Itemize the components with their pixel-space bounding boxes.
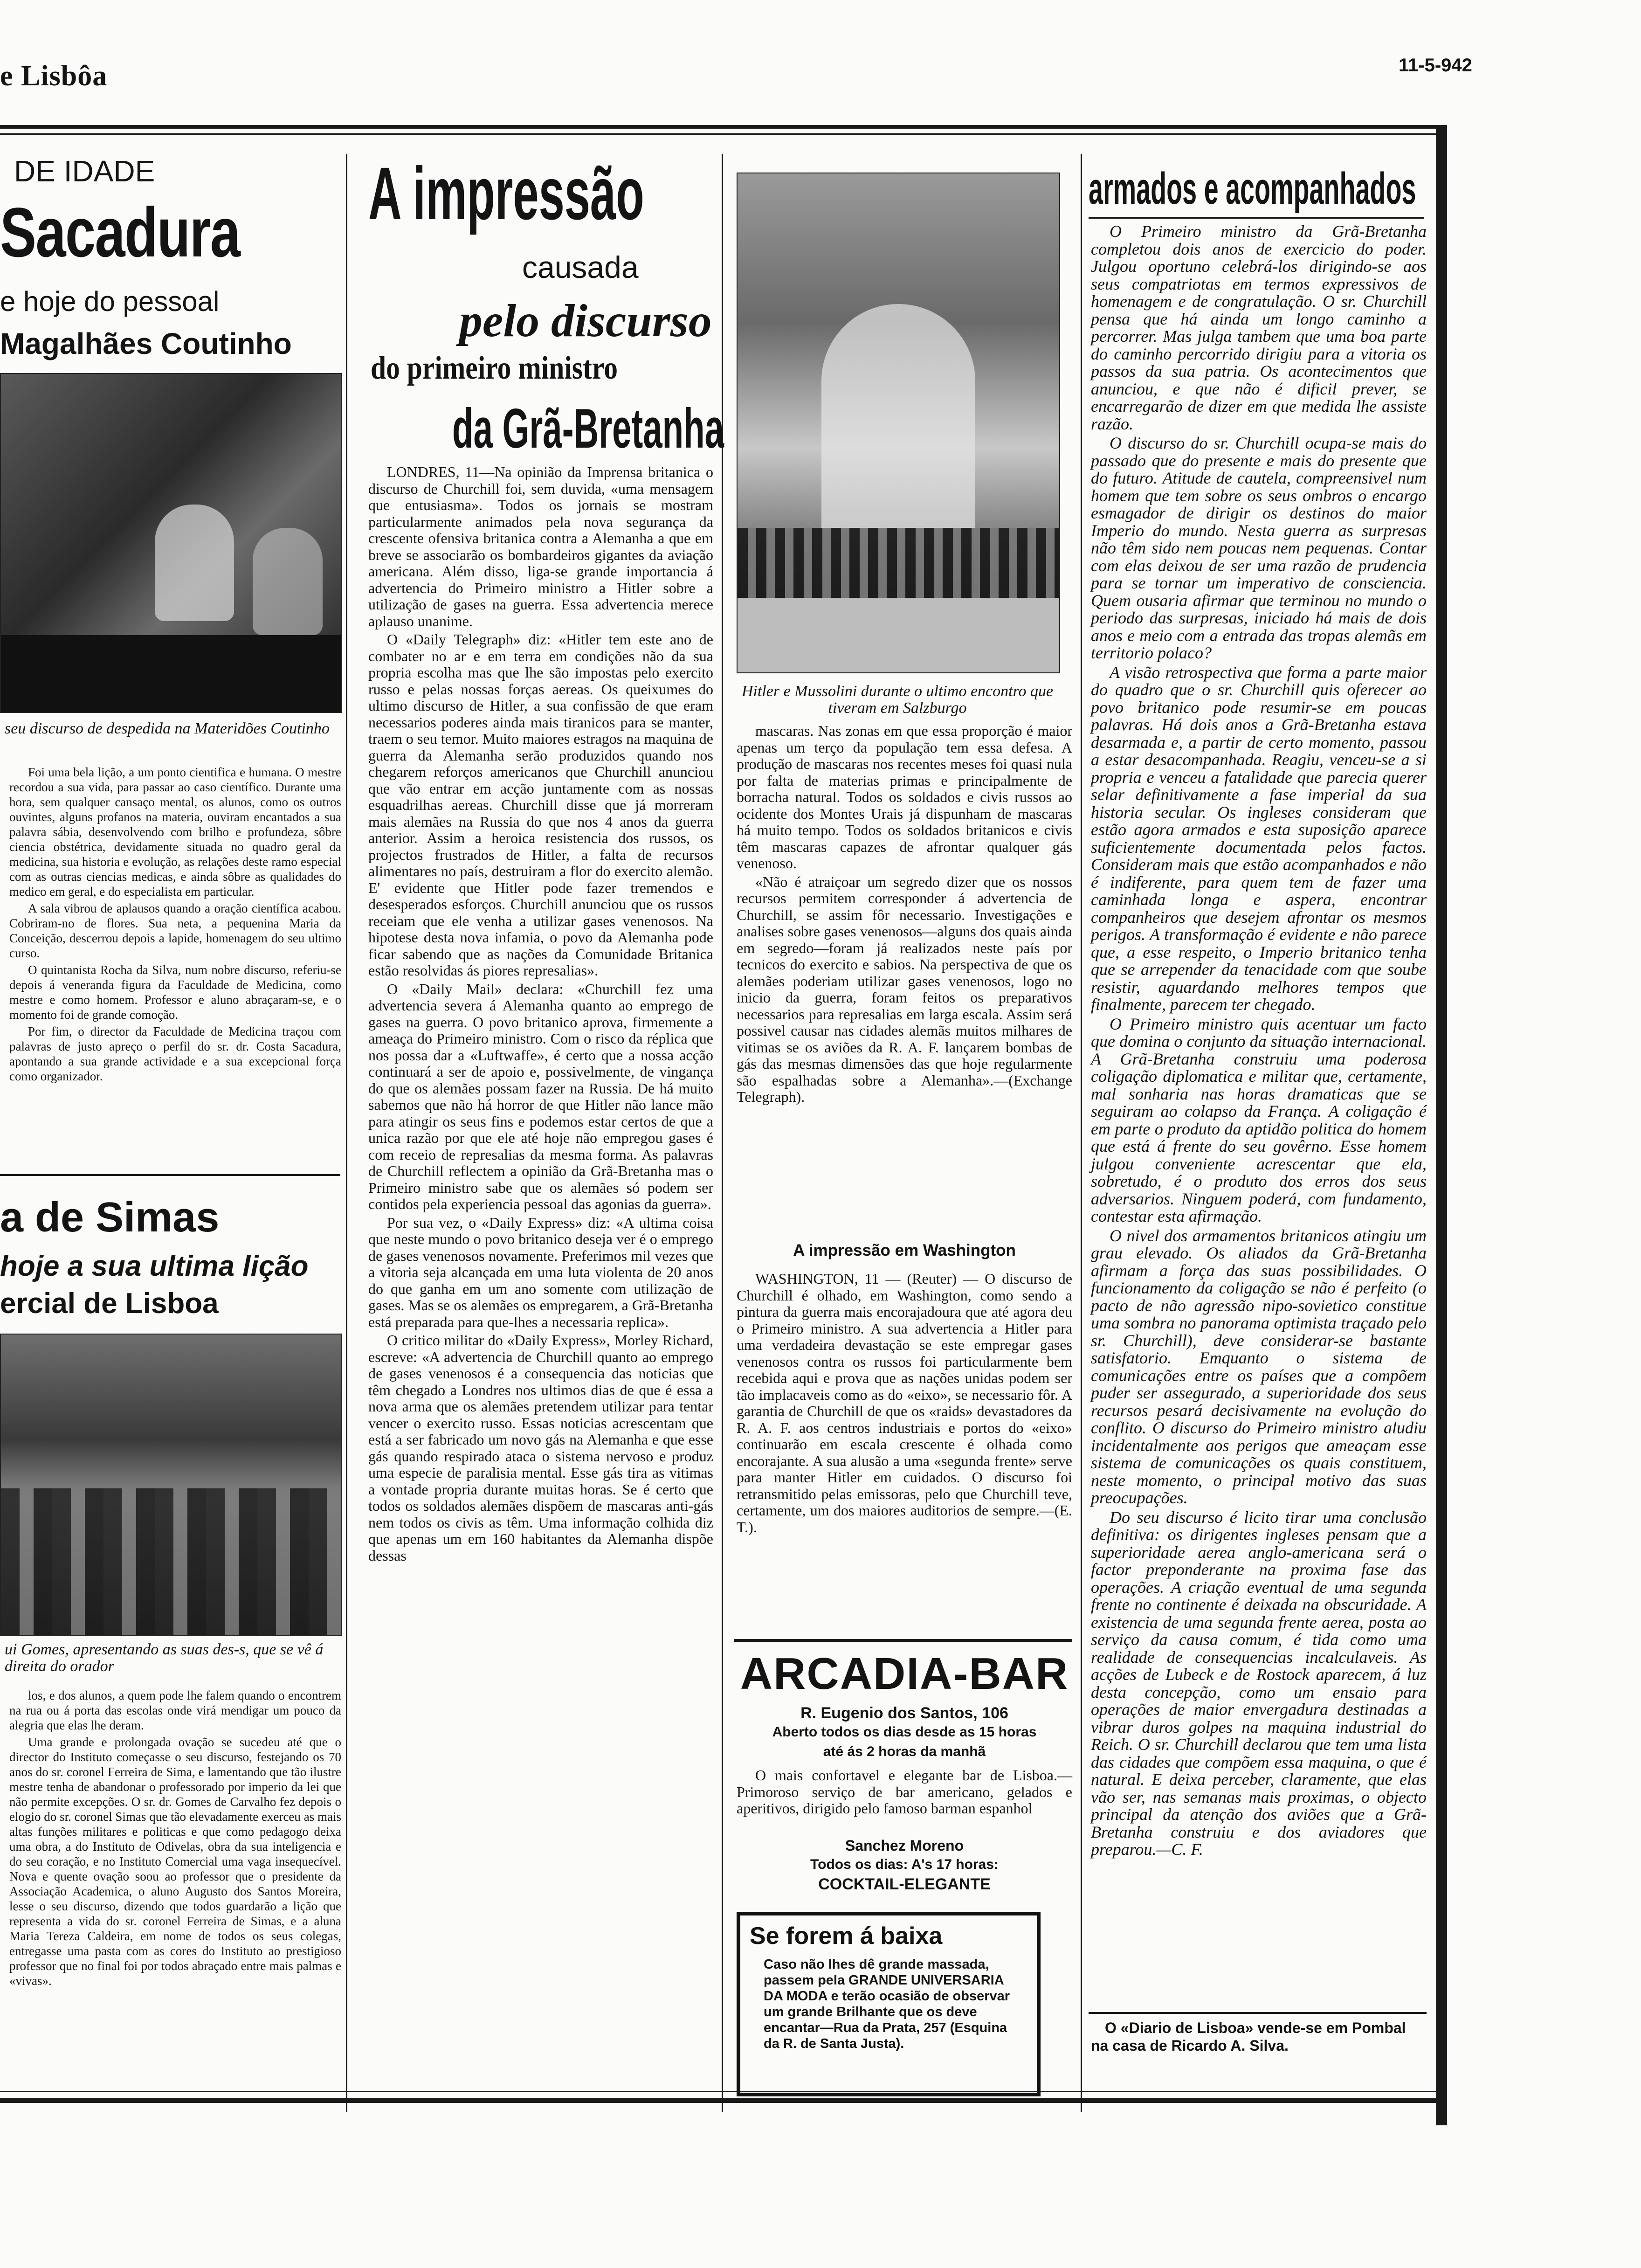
left-subhead-4: ercial de Lisboa bbox=[0, 1287, 219, 1320]
photo-hitler-mussolini bbox=[737, 173, 1060, 673]
ad-arcadia-hours-1: Aberto todos os dias desde as 15 horas bbox=[772, 1724, 1037, 1740]
center-paragraph: LONDRES, 11—Na opinião da Imprensa britanica o discurso de Churchill foi, sem duvida, «uma mensagem que entusiasma». Todos os jornais se mostram particularmente animados pela nova segurança da crescente ofensiva britanica contra a Alemanha a que em breve se associarão os bombardeiros gigantes da aviação americana. Além disso, liga-se grande importancia á advertencia do Primeiro ministro a Hitler sobre a utilização de gases na guerra. Essa advertencia merece aplauso unanime. bbox=[368, 463, 713, 629]
center-paragraph: Por sua vez, o «Daily Express» diz: «A ultima coisa que neste mundo o povo britanico deseja ver é o emprego de gases venenosos novamente. Preferimos mil vezes que a vitoria seja alcançada em uma luta violenta de 20 anos do que ganha em um ano somente com utilização de gases. Mas se os alemães os empregarem, a Grã-Bretanha está preparada para que-lhes a necessaria replica». bbox=[368, 1214, 713, 1330]
masthead-rule-thick bbox=[0, 125, 1445, 129]
ad-baixa-body: Caso não lhes dê grande massada, passem pela GRANDE UNIVERSARIA DA MODA e terão ocasião de observar um grande Brilhante que os deve encantar—Rua da Prata, 257 (Esquina da R. de Santa Justa). bbox=[764, 1957, 1010, 2051]
footer-rule-thin bbox=[0, 2091, 1445, 2092]
column-divider-3 bbox=[1081, 154, 1082, 2112]
photo-figure-1 bbox=[155, 505, 234, 621]
right-paragraph: A visão retrospectiva que forma a parte maior do quadro que o sr. Churchill quis oferecer ao povo britanico pode resumir-se em poucas palavras. Há dois anos a Grã-Bretanha estava desarmada e, a partir de certo momento, passou a estar desacompanhada. Reagiu, venceu-se a si propria e venceu a fatalidade que parecia querer selar definitivamente a fase imperial da sua historia secular. Os ingleses consideram que estão agora armados e esta suposição aparece suficientemente documentada pelos factos. Consideram mais que estão acompanhados e não é indiferente, para quem tem de fazer uma caminhada longa e aspera, encontrar companheiros que desejem afrontar os mesmos perigos. A transformação é evidente e não parece que, a esse respeito, o Imperio britanico tenha que se arrepender da tenacidade com que soube resistir, aguardando melhores tempos que finalmente, parecem ter chegado. bbox=[1091, 663, 1427, 1014]
photo-sacadura-caption: seu discurso de despedida na Materidões Coutinho bbox=[5, 720, 330, 737]
right-paragraph: O discurso do sr. Churchill ocupa-se mais do passado que do presente e mais do presente que do futuro. Atitude de cautela, compreensivel num homem que tem sobre os seus ombros o encargo esmagador de dirigir os destinos do maior Imperio do mundo. Nesta guerra as surpresas não têm sido nem poucas nem pequenas. Contar com elas deixou de ser uma razão de prudencia para se tornar um imperativo de consciencia. Quem ousaria afirmar que terminou no mundo o periodo das surpresas, iniciado há mais de dois anos e meio com a entrada das tropas alemãs em territorio polaco? bbox=[1091, 434, 1427, 662]
ad-arcadia-daily: Todos os dias: A's 17 horas: bbox=[810, 1857, 999, 1872]
ad-rule-top bbox=[734, 1639, 1072, 1642]
left-paragraph: A sala vibrou de aplausos quando a oração científica acabou. Cobriram-no de flores. Sua neta, a pequenina Maria da Conceição, descerrou depois a lapide, homenagem do seu ultimo curso. bbox=[9, 901, 341, 960]
center-paragraph: O «Daily Telegraph» diz: «Hitler tem este ano de combater no ar e em terra em condições não da sua propria escolha mas que lhe são impostas pelo exercito russo e pelas nossas forças aereas. Os queixumes do ultimo discurso de Hitler, a sua confissão de que eram necessarios poderes ainda mais tiranicos para se manter, traem o seu temor. Muito maiores estragos na maquina de guerra da Alemanha serão produzidos quando nos chegarem reforços americanos que Churchill anunciou que vão entrar em acção juntamente com as nossas esquadrilhas aereas. Churchill disse que já morreram mais alemães na Russia do que nos 4 anos da guerra anterior. Assim a heroica resistencia dos russos, os projectos frustrados de Hitler, a falta de recursos alimentares no país, destruiram a flor do exercito alemão. E' evidente que Hitler pode fazer tremendos e desesperados esforços. Churchill anunciou que os russos receiam que ele venha a utilizar gases venenosos. Na hipotese desta nova infamia, o povo da Alemanha pode ficar sabendo que as nações da Comunidade Britanica estão resolvidas ás piores represalias». bbox=[368, 631, 713, 979]
center-headline-5: da Grã-Bretanha bbox=[452, 397, 724, 460]
right-headline: armados e acompanhados bbox=[1089, 164, 1416, 214]
left-section-rule bbox=[0, 1174, 340, 1176]
photo-table bbox=[1, 635, 341, 712]
right-paragraph: O Primeiro ministro quis acentuar um facto que domina o conjunto da situação internacional. A Grã-Bretanha construiu uma poderosa coligação diplomatica e militar que, certamente, mal sonharia nas horas dramaticas que se seguiram ao colapso da França. A coligação é em parte o produto da aptidão politica do homem que está á frente do seu govêrno. Esse homem julgou conveniente acrescentar que ela, sobretudo, é o produto dos erros dos seus adversarios. Ninguem poderá, com fundamento, contestar esta afirmação. bbox=[1091, 1014, 1427, 1225]
washington-body bbox=[737, 1271, 1072, 1537]
left-article-body-2 bbox=[9, 1688, 341, 1990]
photo-crowd bbox=[1, 1488, 341, 1635]
ad-arcadia-barman: Sanchez Moreno bbox=[845, 1837, 964, 1854]
center-paragraph: mascaras. Nas zonas em que essa proporção é maior apenas um terço da população tem essa defesa. A produção de mascaras nos recentes meses foi quasi nula por falta de materias primas e principalmente de borracha natural. Todos os soldados e civis russos ao ocidente dos Montes Urais já dispunham de mascaras há muito tempo. Todos os soldados britanicos e civis têm mascaras capazes de afrontar qualquer gás venenoso. bbox=[737, 722, 1072, 871]
left-article-body bbox=[9, 765, 341, 1086]
center-column-1 bbox=[368, 464, 713, 1566]
photo-arch bbox=[821, 304, 975, 528]
left-headline: Sacadura bbox=[0, 193, 240, 271]
left-paragraph: los, e dos alunos, a quem pode lhe falem quando o encontrem na rua ou á porta das escolas onde virá mendigar um pouco da alegria que elas lhe deram. bbox=[9, 1688, 341, 1732]
right-paragraph: O nivel dos armamentos britanicos atingiu um grau elevado. Os aliados da Grã-Bretanha afirmam a força das suas possibilidades. O funcionamento da coligação se não é perfeito (o pacto de não agressão nipo-sovietico constitue uma sombra no panorama optimista traçado pelo sr. Churchill), deve considerar-se bastante satisfatorio. Emquanto o sistema de comunicações entre os países que a compõem puder ser assegurado, a superioridade dos seus recursos pesará decisivamente na evolução do conflito. O discurso do Primeiro ministro aludiu incidentalmente aos perigos que ameaçam esse sistema de comunicações os quais constituem, neste momento, o principal motivo das suas preocupações. bbox=[1091, 1226, 1427, 1507]
center-paragraph: O «Daily Mail» declara: «Churchill fez uma advertencia severa á Alemanha quanto ao emprego de gases na guerra. O povo britanico aprova, firmemente a ameaça do Primeiro ministro. Com o risco da réplica que nos possa dar a «Luftwaffe», é certo que a nossa acção continuará a ser de apoio e, possivelmente, de vingança do que os alemães possam fazer na Russia. De há muito sabemos que não há horror de que Hitler não lance mão para atingir os seus fins e podemos estar certos de que a unica razão por que ele até hoje não empregou gases é com receio de represalias da mesma forma. As palavras de Churchill reflectem a opinião da Grã-Bretanha mas o Primeiro ministro sabe que os alemães só podem ser contidos pela experiencia pessoal das agonias da guerra». bbox=[368, 980, 713, 1212]
left-kicker: DE IDADE bbox=[14, 154, 155, 188]
photo-simas bbox=[0, 1334, 342, 1636]
right-notice-rule bbox=[1089, 2012, 1427, 2014]
right-paragraph: O Primeiro ministro da Grã-Bretanha completou dois anos de exercicio do poder. Julgou oportuno celebrá-los dirigindo-se aos seus compatriotas em termos expressivos de homenagem e de congratulação. O sr. Churchill pensa que há ainda um longo caminho a percorrer. Mas julga tambem que uma boa parte do caminho percorrido dirigiu para a vitoria os passos da sua patria. Os acontecimentos que anunciou, e que não é dificil prever, se encarregarão de dizer em que medida lhe assiste razão. bbox=[1091, 222, 1427, 433]
footer-rule-thick bbox=[0, 2098, 1445, 2103]
ad-arcadia-cocktail: COCKTAIL-ELEGANTE bbox=[818, 1875, 991, 1893]
photo-floor bbox=[738, 598, 1059, 672]
right-edge-bar bbox=[1436, 125, 1447, 2125]
center-headline-4: do primeiro ministro bbox=[371, 350, 618, 386]
masthead-date: 11-5-942 bbox=[1399, 55, 1472, 76]
left-subhead-3: hoje a sua ultima lição bbox=[0, 1250, 309, 1282]
photo-sacadura bbox=[0, 373, 342, 713]
ad-arcadia-title: ARCADIA-BAR bbox=[740, 1649, 1069, 1699]
left-paragraph: O quintanista Rocha da Silva, num nobre discurso, referiu-se depois á veneranda figura da Faculdade de Medicina, como mestre e como homem. Professor e aluno abraçaram-se, e o momento foi de grande comoção. bbox=[9, 963, 341, 1022]
masthead-rule-thin bbox=[0, 133, 1445, 135]
center-paragraph: «Não é atraiçoar um segredo dizer que os nossos recursos permitem corresponder á advertencia de Churchill, se assim fôr necessario. Investigações e analises sobre gases venenosos—alguns dos quais ainda em segredo—foram já realizados neste país por tecnicos do exercito e sabios. Na perspectiva de que os alemães poderiam utilizar gases venenosos, logo no inicio da guerra, foram feitos os preparativos necessarios para represalias em larga escala. Assim será possivel causar nas cidades alemãs muitos milhares de vitimas se os aviões da R. A. F. lançarem bombas de gás das mesmas dimensões das que hoje regularmente são espalhadas sobre a Alemanha».—(Exchange Telegraph). bbox=[737, 873, 1072, 1105]
ad-arcadia-address: R. Eugenio dos Santos, 106 bbox=[800, 1704, 1008, 1722]
photo-simas-caption: ui Gomes, apresentando as suas des-s, que se vê á direita do orador bbox=[5, 1641, 324, 1675]
photo-hitler-caption: Hitler e Mussolini durante o ultimo encontro que tiveram em Salzburgo bbox=[741, 683, 1054, 717]
column-divider-1 bbox=[346, 154, 347, 2112]
masthead-title: e Lisbôa bbox=[0, 60, 108, 92]
ad-baixa-title: Se forem á baixa bbox=[750, 1922, 943, 1950]
left-subhead-2: Magalhães Coutinho bbox=[0, 327, 292, 360]
ad-baixa-box bbox=[737, 1912, 1041, 2096]
center-headline-1: A impressão bbox=[368, 152, 644, 235]
left-paragraph: Foi uma bela lição, a um ponto cientifica e humana. O mestre recordou a sua vida, para passar ao caso científico. Durante uma hora, sem qualquer cansaço mental, os alunos, como os outros ouvintes, alguns profanos na materia, ouviram encantados a sua palavra sábia, desenvolvendo com brilho e profundeza, sôbre ciencia obstétrica, devidamente situada no quadro geral da medicina, sua historia e evolução, as relações deste ramo especial com as outras ciencias medicas, e ainda sôbre as qualidades do medico em geral, e do especialista em particular. bbox=[9, 765, 341, 899]
ad-arcadia-body: O mais confortavel e elegante bar de Lisboa.—Primoroso serviço de bar americano, gelados e aperitivos, dirigido pelo famoso barman espanhol bbox=[737, 1767, 1072, 1817]
ad-arcadia-hours-2: até ás 2 horas da manhã bbox=[823, 1744, 986, 1759]
photo-soldiers bbox=[738, 528, 1059, 598]
center-paragraph: WASHINGTON, 11 — (Reuter) — O discurso de Churchill é olhado, em Washington, como sendo a pintura da guerra mais encorajadoura que até agora deu o Primeiro ministro. A sua advertencia a Hitler para uma verdadeira devastação se este empregar gases venenosos contra os russos foi particularmente bem recebida aqui e prova que as nações unidas podem ser tão implacaveis como as do «eixo», se necessario fôr. A garantia de Churchill de que os «raids» devastadores da R. A. F. aos centros industriais e portos do «eixo» continuarão em escala crescente é olhada como encorajante. A sua alusão a uma «segunda frente» serve para manter Hitler em cuidados. O discurso foi retransmitido pelas emissoras, pelo que Churchill teve, certamente, um dos maiores auditorios de sempre.—(E. T.). bbox=[737, 1270, 1072, 1535]
center-headline-2: causada bbox=[522, 250, 639, 284]
right-notice: O «Diario de Lisboa» vende-se em Pombal na casa de Ricardo A. Silva. bbox=[1091, 2019, 1406, 2054]
photo-figure-2 bbox=[253, 528, 323, 635]
left-paragraph: Por fim, o director da Faculdade de Medicina traçou com palavras de justo apreço o perfil do sr. dr. Costa Sacadura, apontando a sua grande actividade e a sua excepcional força como organizador. bbox=[9, 1024, 341, 1083]
left-paragraph: Uma grande e prolongada ovação se sucedeu até que o director do Instituto começasse o seu discurso, festejando os 70 anos do sr. coronel Ferreira de Sima, e lamentando que tão ilustre mestre tenha de abandonar o professorado por imperio da lei que não permite excepções. O sr. dr. Gomes de Carvalho fez depois o elogio do sr. coronel Simas que tão elevadamente exerceu as mais altas funções militares e politicas e que como pedagogo deixa uma obra, a do Instituto de Odivelas, obra da sua inteligencia e do seu coração, e no Instituto Comercial uma vaga insequecível. Nova e quente ovação soou ao professor que o presidente da Associação Academica, o aluno Augusto dos Santos Moreira, lesse o seu discurso, dizendo que todos guardarão a lição que representa a vida do sr. coronel Ferreira de Simas, e a aluna Maria Tereza Caldeira, em nome de todos os seus colegas, entregasse uma pasta com as cores do Instituto ao prestigioso professor que no final foi por todos abraçado entre mais palmas e «vivas». bbox=[9, 1735, 341, 1988]
washington-heading: A impressão em Washington bbox=[793, 1241, 1016, 1259]
right-article-body bbox=[1091, 223, 1427, 1860]
left-subhead-1: e hoje do pessoal bbox=[0, 286, 220, 317]
center-headline-3: pelo discurso bbox=[459, 295, 712, 346]
center-paragraph: O critico militar do «Daily Express», Morley Richard, escreve: «A advertencia de Churchill quanto ao emprego de gases venenosos é a consequencia das noticias que têm chegado a Londres nos ultimos dias de que é essa a nova arma que os alemães pretendem utilizar para tentar vencer o exercito russo. Essas noticias acrescentam que está a ser fabricado um novo gás na Alemanha e que esse gás quando respirado ataca o sistema nervoso e produz uma especie de paralisia mental. Esse gás tira as vitimas a vontade propria durante muitas horas. Se é certo que todos os soldados alemães dispõem de mascaras anti-gás nem todos os civis as têm. Uma informação colhida diz que apenas um em 160 habitantes da Alemanha dispõe dessas bbox=[368, 1332, 713, 1564]
left-headline-2: a de Simas bbox=[0, 1194, 220, 1241]
right-paragraph: Do seu discurso é licito tirar uma conclusão definitiva: os dirigentes ingleses pensam que a superioridade aerea anglo-americana será o factor preponderante na proxima fase das operações. A criação eventual de uma segunda frente no continente é deixada na obscuridade. A existencia de uma segunda frente aerea, posta ao serviço da causa comum, é tida como uma realidade de consequencias incalculaveis. As acções de Lubeck e de Rostock aparecem, á luz desta concepção, como um ensaio para operações de maior envergadura destinadas a vibrar duros golpes na maquina industrial do Reich. O sr. Churchill declarou que tem uma lista das cidades que compõem essa maquina, o que é natural. E deixa perceber, claramente, que elas vão ser, nas semanas mais proximas, o objecto principal da atenção dos aviões que a Grã-Bretanha construiu e dos aviadores que preparou.—C. F. bbox=[1091, 1507, 1427, 1859]
center-column-2 bbox=[737, 723, 1072, 1107]
right-headline-rule bbox=[1089, 217, 1424, 219]
